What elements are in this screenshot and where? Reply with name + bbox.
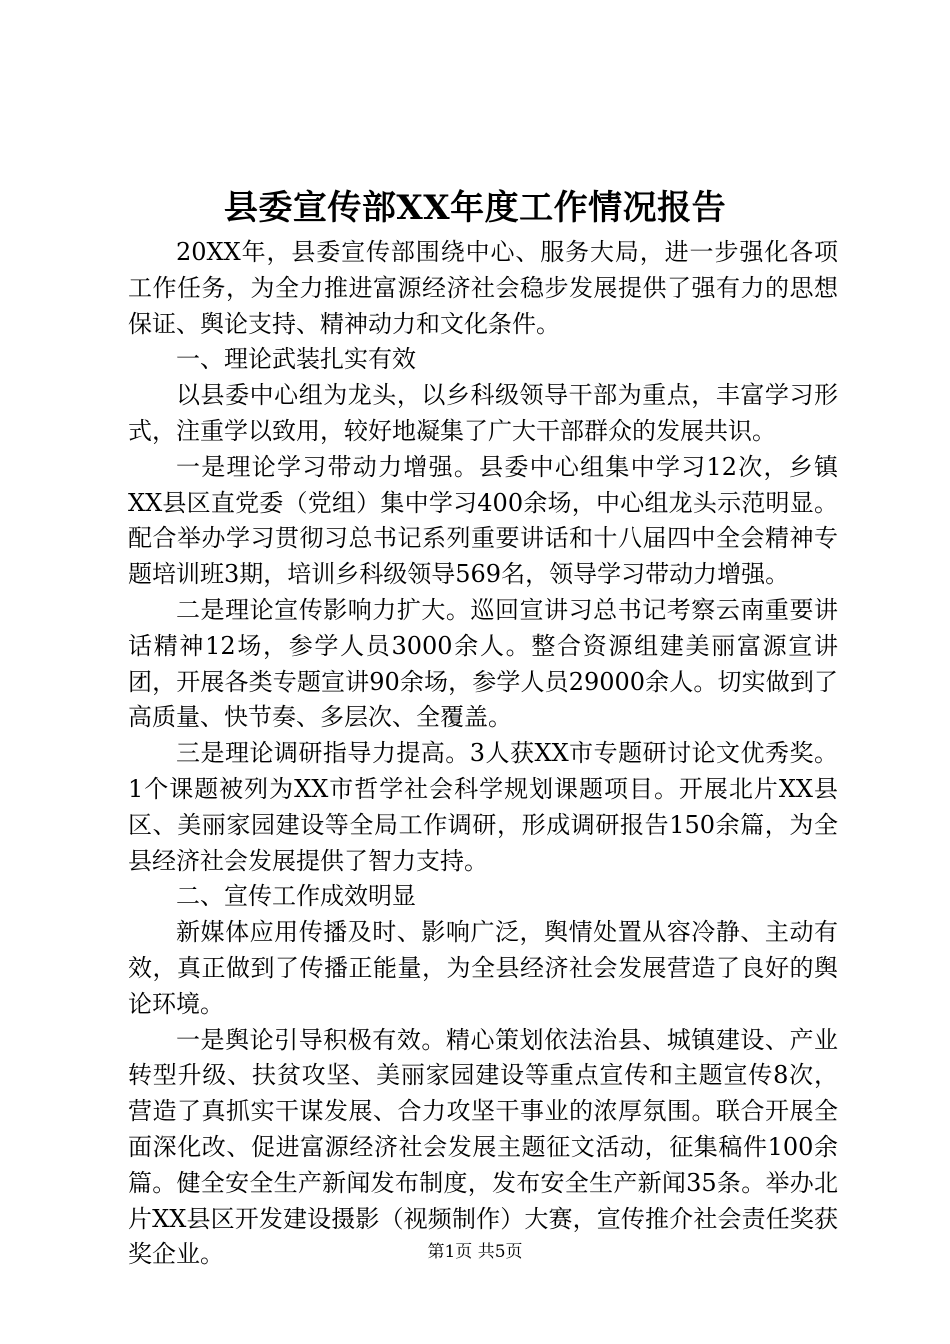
section-heading-1: 一、理论武装扎实有效 [176, 345, 416, 374]
paragraph-section-2-summary: 新媒体应用传播及时、影响广泛，舆情处置从容冷静、主动有效，真正做到了传播正能量，为全县经济社会发展营造了良好的舆论环境。 [128, 918, 838, 1018]
paragraph-intro: 20XX年，县委宣传部围绕中心、服务大局，进一步强化各项工作任务，为全力推进富源经济社会稳步发展提供了强有力的思想保证、舆论支持、精神动力和文化条件。 [128, 238, 838, 338]
paragraph-theory-publicity: 二是理论宣传影响力扩大。巡回宣讲习总书记考察云南重要讲话精神12场，参学人员3000余人。整合资源组建美丽富源宣讲团，开展各类专题宣讲90余场，参学人员29000余人。切实做到了高质量、快节奏、多层次、全覆盖。 [128, 595, 838, 732]
paragraph-section-1-summary: 以县委中心组为龙头，以乡科级领导干部为重点，丰富学习形式，注重学以致用，较好地凝集了广大干部群众的发展共识。 [128, 381, 838, 445]
paragraph-theory-research: 三是理论调研指导力提高。3人获XX市专题研讨论文优秀奖。1个课题被列为XX市哲学社会科学规划课题项目。开展北片XX县区、美丽家园建设等全局工作调研，形成调研报告150余篇，为全县经济社会发展提供了智力支持。 [128, 739, 838, 875]
document-body [128, 235, 838, 1273]
paragraph-theory-study: 一是理论学习带动力增强。县委中心组集中学习12次，乡镇XX县区直党委（党组）集中学习400余场，中心组龙头示范明显。配合举办学习贯彻习总书记系列重要讲话和十八届四中全会精神专题培训班3期，培训乡科级领导569名，领导学习带动力增强。 [128, 452, 838, 589]
document-title: 县委宣传部XX年度工作情况报告 [223, 188, 727, 228]
page-footer: 第1页 共5页 [427, 1242, 523, 1262]
section-heading-2: 二、宣传工作成效明显 [176, 882, 416, 911]
paragraph-public-opinion: 一是舆论引导积极有效。精心策划依法治县、城镇建设、产业转型升级、扶贫攻坚、美丽家园建设等重点宣传和主题宣传8次，营造了真抓实干谋发展、合力攻坚干事业的浓厚氛围。联合开展全面深化改、促进富源经济社会发展主题征文活动，征集稿件100余篇。健全安全生产新闻发布制度，发布安全生产新闻35条。举办北片XX县区开发建设摄影（视频制作）大赛，宣传推介社会责任奖获奖企业。 [128, 1025, 838, 1269]
